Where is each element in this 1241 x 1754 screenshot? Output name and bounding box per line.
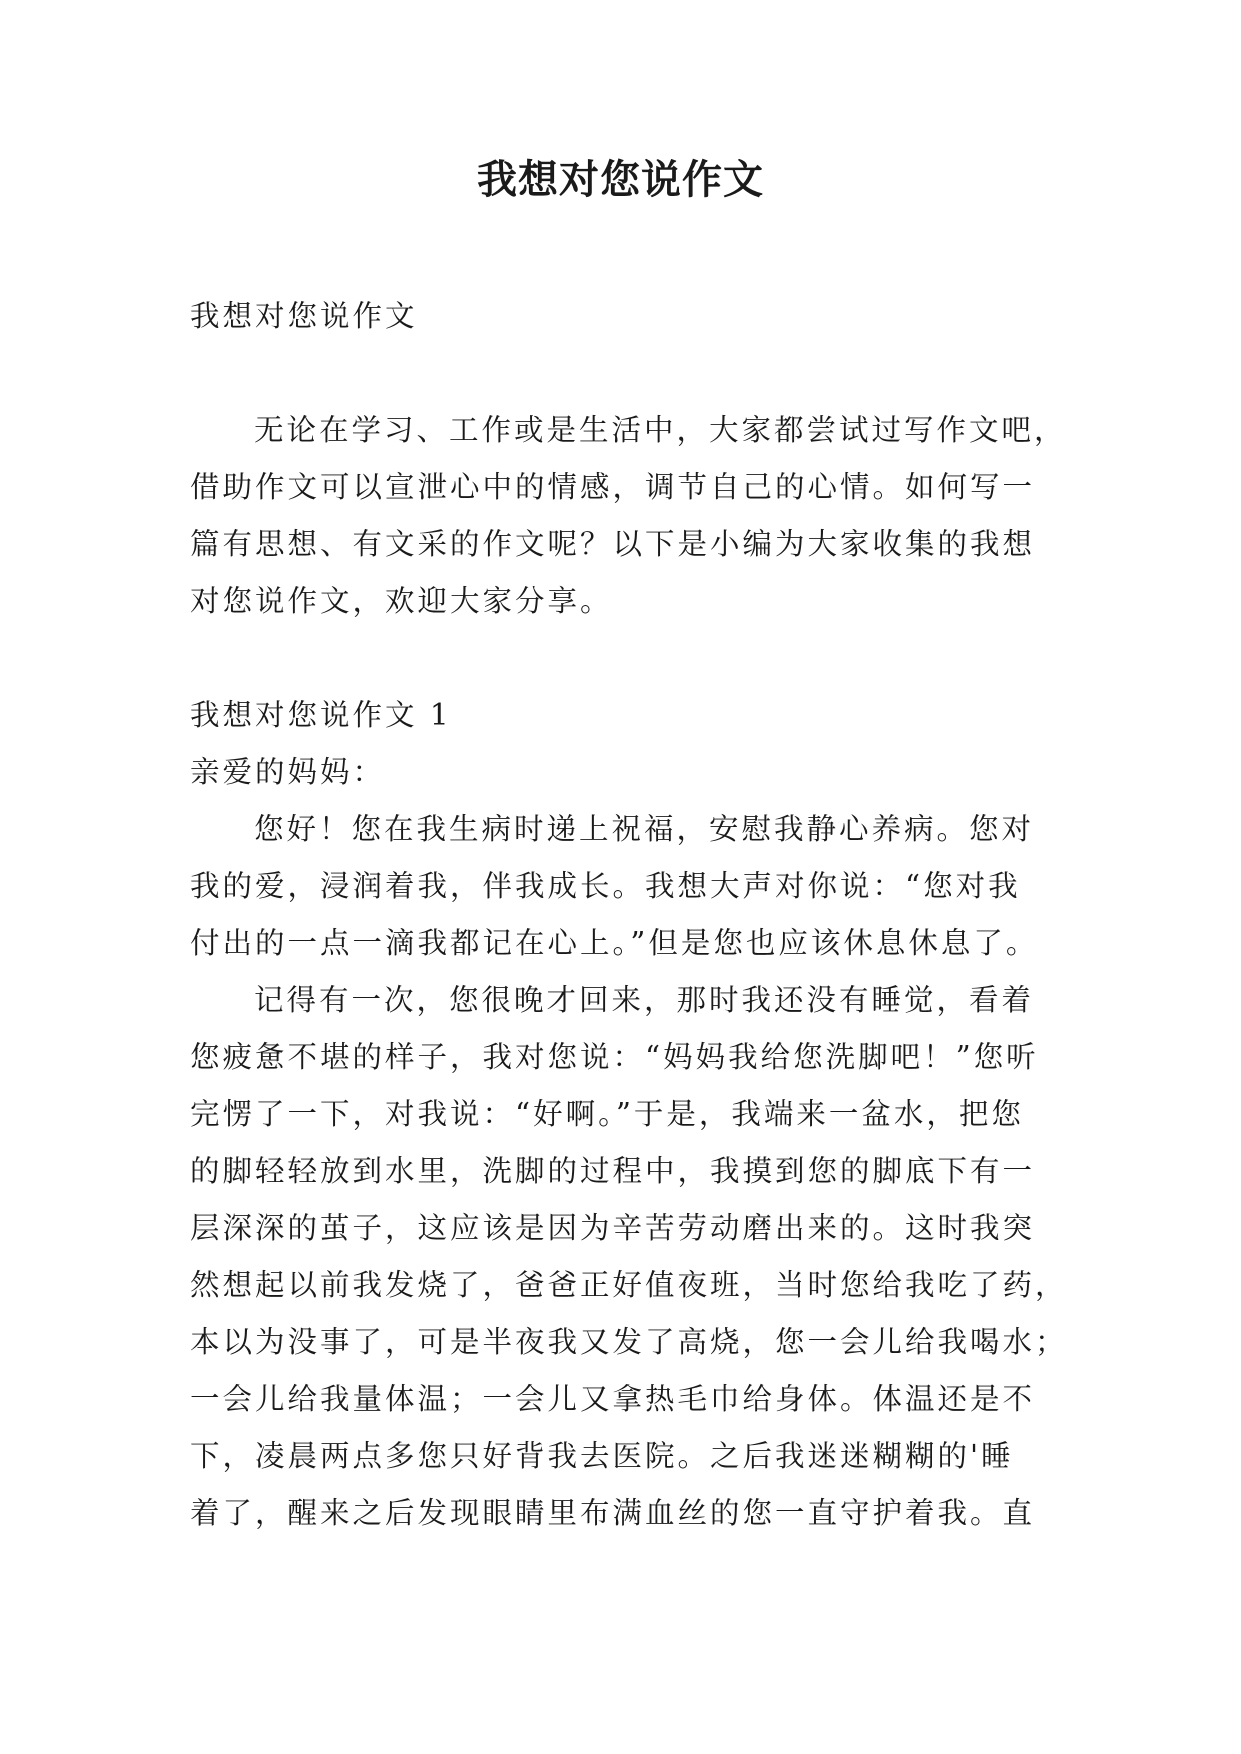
- intro-line: 对您说作文，欢迎大家分享。: [190, 584, 613, 618]
- paragraph-line: 记得有一次，您很晚才回来，那时我还没有睡觉，看着: [254, 983, 1035, 1017]
- paragraph-line: 层深深的茧子，这应该是因为辛苦劳动磨出来的。这时我突: [190, 1211, 1036, 1245]
- paragraph-line: 您好！您在我生病时递上祝福，安慰我静心养病。您对: [254, 812, 1035, 846]
- paragraph-line: 一会儿给我量体温；一会儿又拿热毛巾给身体。体温还是不: [190, 1382, 1036, 1416]
- paragraph-line: 然想起以前我发烧了，爸爸正好值夜班，当时您给我吃了药，: [190, 1268, 1068, 1302]
- document-body: [190, 288, 1070, 1542]
- paragraph-line: 下，凌晨两点多您只好背我去医院。之后我迷迷糊糊的'睡: [190, 1439, 1014, 1473]
- intro-line: 篇有思想、有文采的作文呢？以下是小编为大家收集的我想: [190, 527, 1036, 561]
- salutation: 亲爱的妈妈：: [190, 755, 386, 789]
- paragraph-1: [190, 801, 1070, 972]
- spacer: [190, 345, 1070, 402]
- paragraph-line: 的脚轻轻放到水里，洗脚的过程中，我摸到您的脚底下有一: [190, 1154, 1036, 1188]
- spacer: [190, 630, 1070, 687]
- paragraph-line: 您疲惫不堪的样子，我对您说：“妈妈我给您洗脚吧！”您听: [190, 1040, 1039, 1074]
- document-subtitle: 我想对您说作文: [190, 299, 418, 333]
- intro-line: 借助作文可以宣泄心中的情感，调节自己的心情。如何写一: [190, 470, 1036, 504]
- paragraph-line: 完愣了一下，对我说：“好啊。”于是，我端来一盆水，把您: [190, 1097, 1024, 1131]
- paragraph-line: 我的爱，浸润着我，伴我成长。我想大声对你说：“您对我: [190, 869, 1021, 903]
- section-heading: 我想对您说作文 1: [190, 698, 452, 732]
- document-title: 我想对您说作文: [477, 156, 764, 203]
- paragraph-line: 付出的一点一滴我都记在心上。”但是您也应该休息休息了。: [190, 926, 1039, 960]
- paragraph-2: [190, 972, 1070, 1542]
- paragraph-line: 本以为没事了，可是半夜我又发了高烧，您一会儿给我喝水；: [190, 1325, 1068, 1359]
- intro-line: 无论在学习、工作或是生活中，大家都尝试过写作文吧，: [254, 413, 1067, 447]
- paragraph-line: 着了，醒来之后发现眼睛里布满血丝的您一直守护着我。直: [190, 1496, 1036, 1530]
- intro-paragraph: [190, 402, 1070, 630]
